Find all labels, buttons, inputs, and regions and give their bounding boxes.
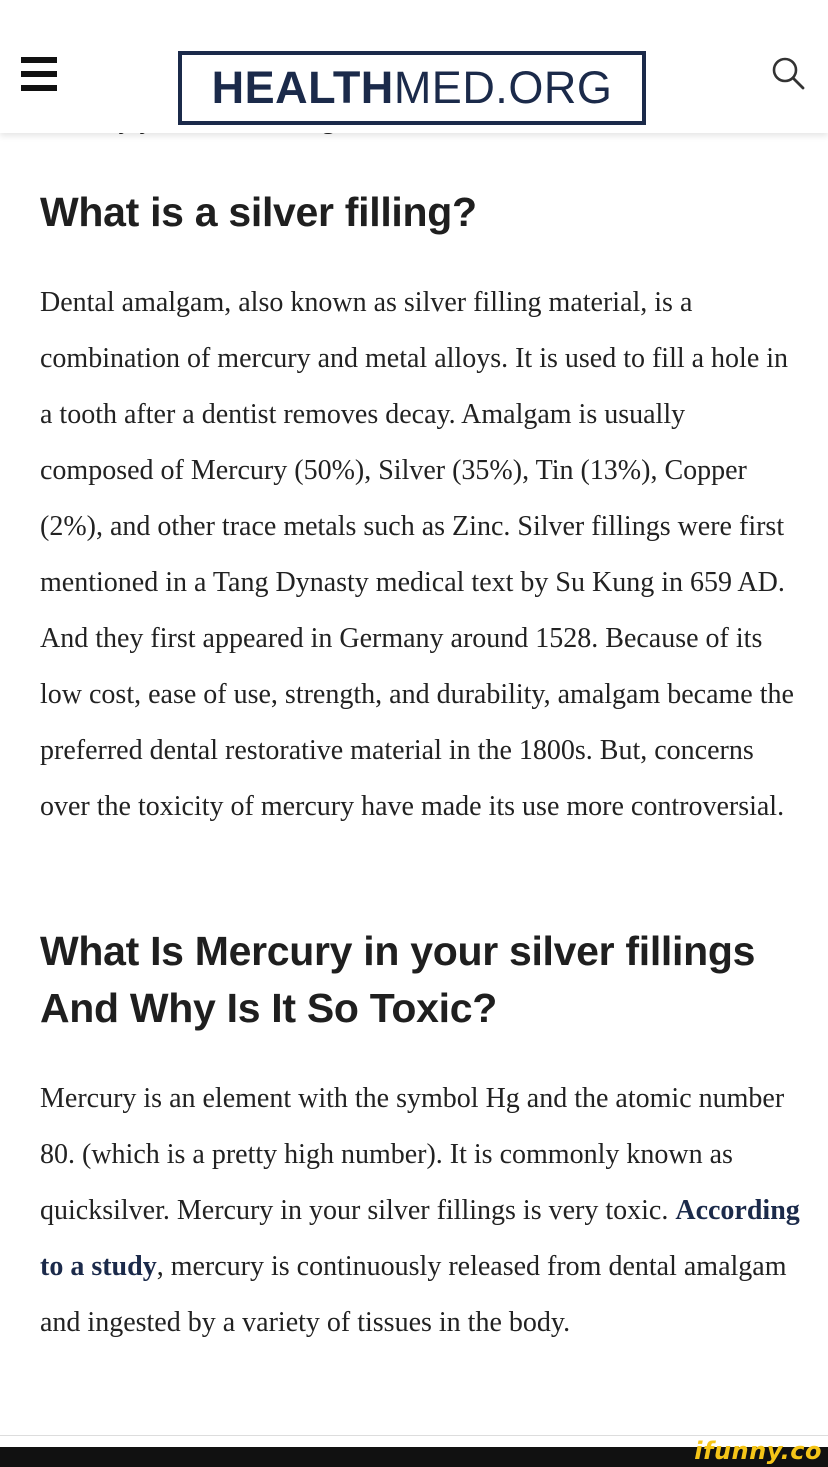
section-heading-silver-filling: What is a silver filling? (40, 189, 477, 235)
site-logo[interactable] (178, 51, 646, 125)
hamburger-menu-icon[interactable] (21, 57, 57, 91)
logo-bold-text: HEALTH (211, 62, 394, 113)
study-link[interactable]: According to a study (40, 1195, 800, 1282)
search-icon[interactable] (771, 56, 805, 90)
section-paragraph-mercury (40, 1071, 800, 1351)
section-heading-mercury: What Is Mercury in your silver fillings And Why Is It So Toxic? (40, 928, 756, 1031)
site-header (0, 0, 828, 133)
section-paragraph-silver-filling: Dental amalgam, also known as silver filling material, is a combination of mercury and metal alloys. It is used to fill a hole in a tooth after a dentist removes decay. Amalgam is usually composed of Mercury (50%), Silver (35%), Tin (13%), Copper (2%), and other trace metals such as Zinc. Silver fillings were first mentioned in a Tang Dynasty medical text by Su Kung in 659 AD. And they first appeared in Germany around 1528. Because of its low cost, ease of use, strength, and durability, amalgam became the preferred dental restorative material in the 1800s. But, concerns over the toxicity of mercury have made its use more controversial. (40, 287, 794, 822)
paragraph-text-before-link: Mercury is an element with the symbol Hg and the atomic number 80. (which is a pretty high number). It is commonly known as quicksilver. Mercury in your silver fillings is very toxic. (40, 1083, 785, 1226)
logo-light-text: MED.ORG (393, 62, 613, 113)
watermark-logo: ifunny.co (694, 1437, 822, 1465)
paragraph-text-after-link: , mercury is continuously released from dental amalgam and ingested by a variety of tissues in the body. (40, 1251, 787, 1338)
